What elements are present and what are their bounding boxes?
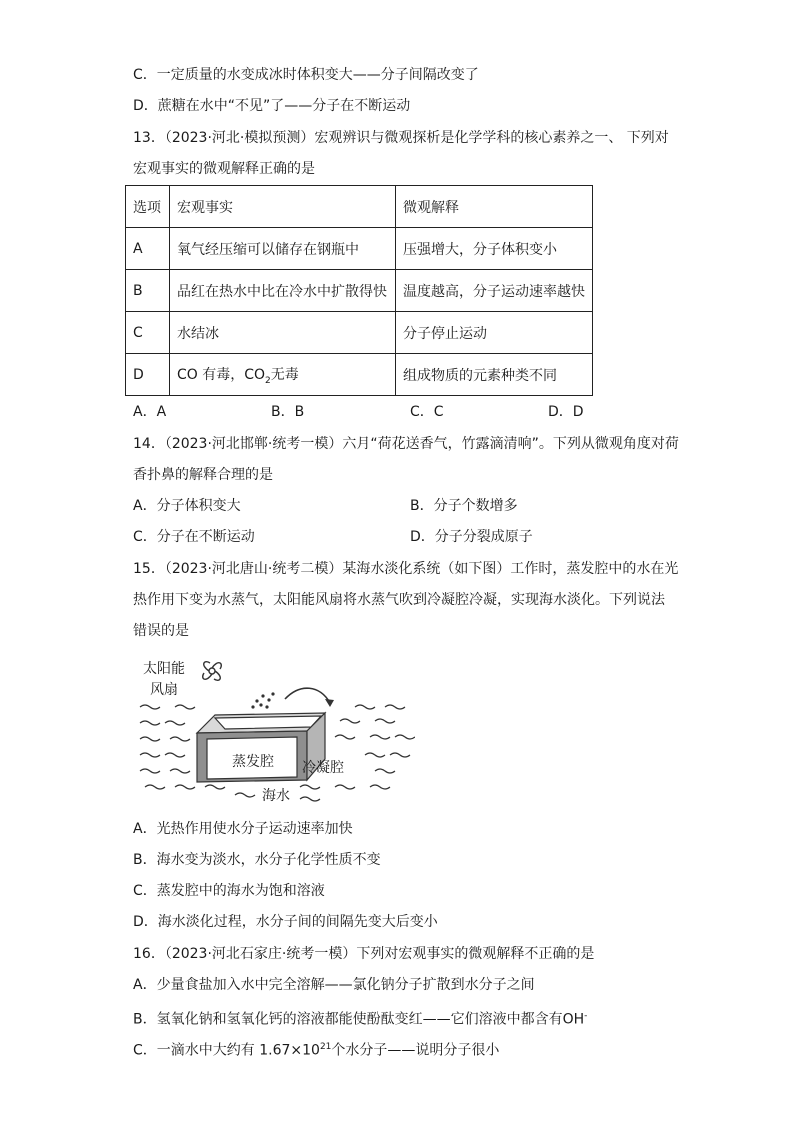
q12-option-c: C．一定质量的水变成冰时体积变大——分子间隔改变了	[133, 67, 479, 83]
q16-option-b-superscript: -	[584, 1011, 588, 1021]
q15-choice-a: A．光热作用使水分子运动速率加快	[133, 821, 353, 837]
q15-stem-line3: 错误的是	[133, 623, 189, 639]
q15-stem-line2: 热作用下变为水蒸气，太阳能风扇将水蒸气吹到冷凝腔冷凝，实现海水淡化。下列说法	[133, 592, 665, 608]
table-row	[126, 354, 593, 396]
q13-choice-b: B．B	[271, 404, 305, 420]
table-cell-option: C	[126, 312, 170, 354]
table-header-row	[126, 186, 593, 228]
q15-stem-line1: 15．（2023·河北唐山·统考二模）某海水淡化系统（如下图）工作时，蒸发腔中的水在光	[133, 561, 679, 577]
fact-text-suffix: 无毒	[270, 366, 299, 383]
q13-table	[125, 185, 593, 396]
table-cell-explain: 温度越高，分子运动速率越快	[396, 270, 593, 312]
q14-choice-c: C．分子在不断运动	[133, 529, 255, 545]
q13-choice-c: C．C	[410, 404, 444, 420]
q15-choice-d: D．海水淡化过程，水分子间的间隔先变大后变小	[133, 914, 438, 930]
airflow-arrow	[285, 688, 330, 703]
fan-icon	[203, 662, 222, 681]
table-header-option: 选项	[126, 186, 170, 228]
table-cell-explain: 分子停止运动	[396, 312, 593, 354]
q16-option-b-text: B．氢氧化钠和氢氧化钙的溶液都能使酚酞变红——它们溶液中都含有OH	[133, 1011, 585, 1028]
fan-label-line2: 风扇	[150, 682, 178, 698]
q14-stem-line2: 香扑鼻的解释合理的是	[133, 467, 273, 483]
q16-option-c-suffix: 个水分子——说明分子很小	[331, 1042, 500, 1059]
fan-label-line1: 太阳能	[143, 661, 185, 677]
q14-stem-line1: 14．（2023·河北邯郸·统考一模）六月“荷花送香气，竹露滴清响”。下列从微观角度对荷	[133, 436, 679, 452]
q14-choice-a: A．分子体积变大	[133, 498, 241, 514]
table-header-explain: 微观解释	[396, 186, 593, 228]
table-cell-fact: 品红在热水中比在冷水中扩散得快	[170, 270, 396, 312]
q16-option-c	[133, 1037, 499, 1061]
q14-choice-d: D．分子分裂成原子	[410, 529, 533, 545]
q16-option-c-text: C．一滴水中大约有 1.67×10	[133, 1042, 320, 1059]
table-cell-fact: 水结冰	[170, 312, 396, 354]
q14-choice-b: B．分子个数增多	[410, 498, 518, 514]
table-cell-explain: 组成物质的元素种类不同	[396, 354, 593, 396]
table-row	[126, 228, 593, 270]
q16-stem: 16．（2023·河北石家庄·统考一模）下列对宏观事实的微观解释不正确的是	[133, 946, 595, 962]
q16-option-b	[133, 1006, 587, 1030]
q16-option-c-superscript: 21	[319, 1042, 332, 1052]
seawater-label: 海水	[262, 788, 290, 804]
q13-choice-d: D．D	[548, 404, 584, 420]
desalination-figure	[135, 655, 415, 805]
table-cell-option: D	[126, 354, 170, 396]
q13-stem-line2: 宏观事实的微观解释正确的是	[133, 161, 315, 177]
fact-text: CO 有毒，CO	[177, 366, 266, 383]
table-header-fact: 宏观事实	[170, 186, 396, 228]
q15-choice-c: C．蒸发腔中的海水为饱和溶液	[133, 883, 325, 899]
q15-choice-b: B．海水变为淡水，水分子化学性质不变	[133, 852, 381, 868]
q12-option-d: D．蔗糖在水中“不见”了——分子在不断运动	[133, 98, 411, 114]
fact-subscript: 2	[265, 375, 271, 386]
q13-choice-a: A．A	[133, 404, 167, 420]
table-row	[126, 312, 593, 354]
table-cell-fact: 氧气经压缩可以储存在钢瓶中	[170, 228, 396, 270]
q13-stem-line1: 13．（2023·河北·模拟预测）宏观辨识与微观探析是化学学科的核心素养之一、 下列对	[133, 130, 669, 146]
condensation-chamber-label: 冷凝腔	[302, 760, 344, 776]
q16-option-a: A．少量食盐加入水中完全溶解——氯化钠分子扩散到水分子之间	[133, 977, 535, 993]
table-cell-fact	[170, 354, 396, 396]
vapor-dots	[251, 692, 274, 708]
evaporation-chamber-label: 蒸发腔	[232, 754, 274, 770]
table-cell-option: A	[126, 228, 170, 270]
table-cell-option: B	[126, 270, 170, 312]
table-cell-explain: 压强增大，分子体积变小	[396, 228, 593, 270]
table-row	[126, 270, 593, 312]
